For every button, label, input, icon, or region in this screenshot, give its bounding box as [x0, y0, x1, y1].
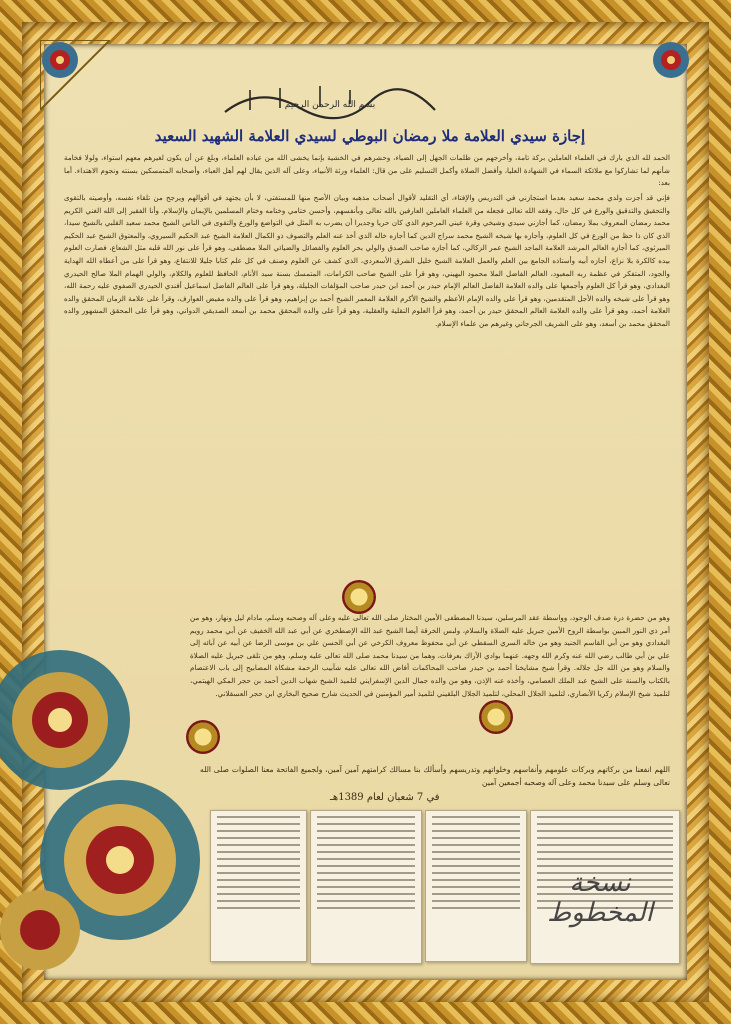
corner-ornament-top-left	[40, 40, 110, 110]
manuscript-page	[425, 810, 527, 962]
manuscript-watermark: نسخة المخطوط	[547, 868, 653, 928]
manuscript-page	[310, 810, 422, 964]
intro-paragraph: الحمد لله الذي بارك في العلماء العاملين بركة تامة، وأخرجهم من ظلمات الجهل إلى الضياء، وحشرهم في الخشية بإنما يخشى الله من عباده العلماء، وبلغ عن أن يكون لغيرهم معهم استواء، ولولا فخامة شأنهم لما تشاركوا مع ملائكة السماء في الشهادة العليا، وأفضل الصلاة وأكمل التسليم على من قال: العلماء ورثة الأنبياء، وعلى آله الذين يقال لهم أهل العباء، وأصحابه المتمسكين بسنته ونجوم الاهتداء. أما بعد:	[64, 153, 670, 188]
muhammad-medallion	[342, 580, 376, 614]
manuscript-page	[210, 810, 307, 962]
main-paragraph: فإني قد أجزت ولدي محمد سعيد بعدما استجازني في التدريس والإفتاء، أي التقليد لأقوال أصحاب مذهبه وبيان الأصح منها للمستفتي، لا بأن يجتهد في أقوالهم ويرجح من تلقاء نفسه، وأوصيته بالتقوى والتحقيق والتدقيق والورع في كل حال، وفقه الله تعالى فجعله من العلماء العاملين العارفين بالله تعالى وبأنفسهم، وأحسن ختامي وختامه وختام المسلمين بالإيمان والإسلام. وأنا الفقير إلى الله الغني الكريم محمد رمضان المعروف بملا رمضان، كما أجازني سيدي وشيخي وقرة عيني المرحوم الذي كان حريا وجديرا أن يضرب به المثل في التواضع والورع والتقوى في الناس الشيخ محمد سعيد القلبي بالشيخ سيدا، الذي كان ذا حظ من الورع في كل العلوم، وأجازه بها شيخه الشيخ محمد سراج الدين كما أجازه خاله الذي أخذ عنه العلم والتصوف ذو الكمال العلامة الشيخ عبد الحكيم السيروي، والمعتوق الشيخ عبد الحكيم الميرثوي، كما أجازه العالم المرشد العلامة الماجد الشيخ عمر الزكالي، كما أجازه صاحب الصدق والولي بحر العلوم والفضائل والضيائي الملا مصطفى، وهو قرأ على نور الله قلبه مثل الشعاع، فصارت العلوم بيده كالكرة بلا نزاع، أجازه أبيه وأستاذه الجامع بين العلم والعمل العلامة الشيخ خليل الشرق الأسعردي، الذي كشف عن العلوم وصنف في كل علم كتابا جليلا للانتفاع، وهو قرأ على من أعطاه الله الهداية والجود، المتفكر في عظمة ربه المعبود، العالم الفاضل الملا محمود البهيني، وهو قرأ على الشيخ صاحب الكرامات، المتمسك بسنة سيد الأنام، الحافظ للعلوم والكلام، والولي الهمام الملا صالح الحيدري البغدادي، وهو قرأ كل العلوم وأجمعها على والده العلامة الفاضل العالم الإمام حيدر بن أحمد ابن حيدر صاحب المؤلفات الجليلة، وهو قرأ على العالم الفاضل اسماعيل أفندي الحيدري الصفوي عليه رحمة الله، وهو قرأ على شيخه والده الأجل المتقدمين، وهو قرأ على والده الإمام الأعظم والشيخ الأكرم العلامة المعمر الشيخ أحمد بن إبراهيم، وهو قرأ على والده مفيض العوارف، وقرأ على علامة الزمان المحقق والده العلامة أحمد، وهو قرأ على والده العلامة العالم المحقق حيدر بن أحمد، وهو قرأ العلوم النقلية والعقلية، وهو قرأ على والده المحقق محمد بن أسعد الصديقي الدواني، وهو قرأ على المحقق المشهور والده المحقق محمد بن أسعد، وهو على الشريف الجرجاني وغيرهم من علماء الإسلام.	[64, 193, 670, 328]
closing-prayer: اللهم انفعنا من بركاتهم وبركات علومهم وأنفاسهم وخلواتهم وتدريسهم وأسألك بنا مسالك كرامتهم آمين آمين، ولجميع الفاتحة معنا الصلوات صلى الله تعالى وسلم على سيدنا محمد وعلى آله وصحبه أجمعين آمين	[200, 765, 670, 787]
bismillah-text: بسم الله الرحمن الرحيم	[284, 100, 376, 110]
lineage-paragraph: وهو من حضرة درة صدف الوجود، وواسطة عقد المرسلين، سيدنا المصطفى الأمين المختار صلى الله تعالى عليه وعلى آله وصحبه وسلم، مادام ليل ونهار، وهو من أمر ذي النور المبين بواسطة الروح الأمين جبريل عليه الصلاة والسلام، ولبس الخرقة أيضا الشيخ عبد الله الإصطخري عن أبي عبد الله الخفيف عن أبي محمد رويم البغدادي وهو من أبي القاسم الجنيد وهو من خاله السري السقطي عن أبي محفوظ معروف الكرخي عن أبي الحسن علي بن موسى الرضا عن أبيه عن آبائه إلى علي بن أبي طالب رضي الله عنه وكرم الله وجهه. عنهما بوادي الأراك بعرفات، وهما من سيدنا محمد صلى الله تعالى عليه وسلم، وهو من تلقى جبريل عليه الصلاة والسلام وهو من الله جل جلاله. وقرأ شيخ مشايخنا أحمد بن حيدر صاحب المحاكمات أفاض الله تعالى عليه شآبيب الرحمة مشكاة المصابيح إلى باب الاعتصام بالكتاب والسنة على الشيخ عبد الملك العصامي، وأخذه عنه الإذن، وهو من والده جمال الدين الإسفرايني لتلميذ الشيخ شهاب الدين أحمد بن حجر المكي الهيتمي، لتلميذ شيخ الإسلام زكريا الأنصاري، لتلميذ الجلال المحلي، لتلميذ الجلال البلقيني لتلميذ أمير المؤمنين في الحديث شارح صحيح البخاري ابن حجر العسقلاني.	[190, 613, 670, 698]
date-text: في 7 شعبان لعام 1389هـ	[330, 792, 440, 803]
page-title: إجازة سيدي العلامة ملا رمضان البوطي لسيدي العلامة الشهيد السعيد	[154, 127, 586, 145]
corner-ornament-top-right	[621, 40, 691, 110]
